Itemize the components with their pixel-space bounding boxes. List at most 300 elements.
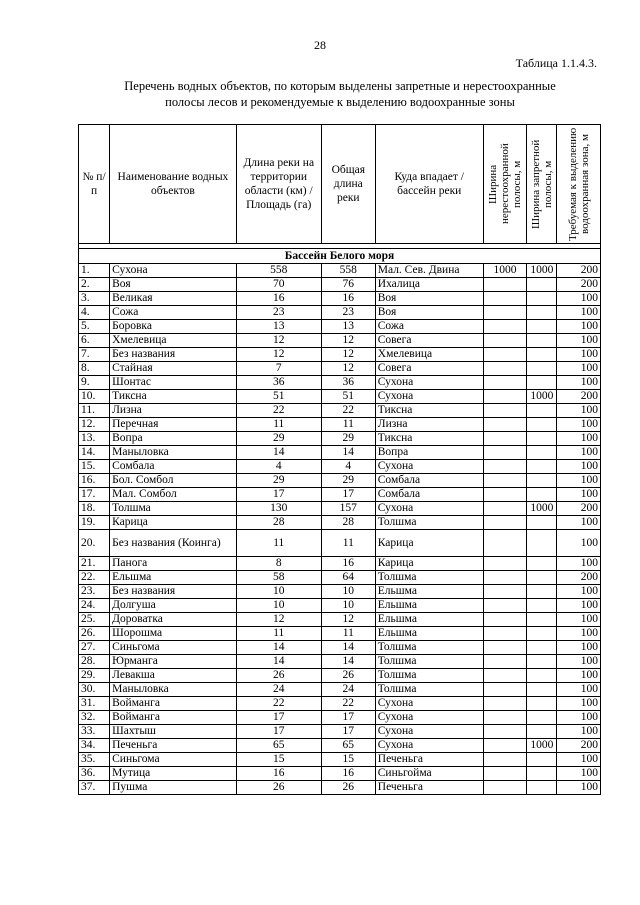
row-total: 29 [321, 432, 375, 446]
row-name: Печеньга [110, 739, 237, 753]
row-restricted-width: 1000 [527, 264, 557, 278]
row-total: 12 [321, 334, 375, 348]
row-restricted-width [527, 697, 557, 711]
row-spawning-width [483, 655, 527, 669]
row-total: 10 [321, 599, 375, 613]
row-flows-into: Сожа [375, 320, 483, 334]
row-spawning-width [483, 641, 527, 655]
row-restricted-width: 1000 [527, 739, 557, 753]
header-row [79, 125, 601, 244]
row-flows-into: Сухона [375, 739, 483, 753]
row-name: Стайная [110, 362, 237, 376]
table-row [79, 711, 601, 725]
row-restricted-width [527, 767, 557, 781]
row-required-width: 100 [557, 767, 601, 781]
row-total: 23 [321, 306, 375, 320]
row-restricted-width [527, 781, 557, 795]
row-restricted-width [527, 585, 557, 599]
row-number: 24. [79, 599, 110, 613]
row-required-width: 200 [557, 502, 601, 516]
table-row [79, 516, 601, 530]
row-spawning-width [483, 376, 527, 390]
row-length: 24 [236, 683, 321, 697]
row-spawning-width [483, 390, 527, 404]
row-number: 6. [79, 334, 110, 348]
row-restricted-width [527, 474, 557, 488]
row-length: 65 [236, 739, 321, 753]
row-restricted-width: 1000 [527, 390, 557, 404]
table-row [79, 571, 601, 585]
table-row [79, 418, 601, 432]
header-length: Длина реки на территории области (км) / Площадь (га) [236, 125, 321, 244]
row-total: 22 [321, 697, 375, 711]
row-total: 12 [321, 362, 375, 376]
page-number: 28 [314, 38, 326, 52]
row-name: Тиксна [110, 390, 237, 404]
row-name: Толшма [110, 502, 237, 516]
row-total: 17 [321, 488, 375, 502]
row-restricted-width [527, 348, 557, 362]
table-row [79, 404, 601, 418]
row-number: 11. [79, 404, 110, 418]
row-name: Маныловка [110, 683, 237, 697]
row-length: 12 [236, 348, 321, 362]
table-row [79, 488, 601, 502]
row-required-width: 100 [557, 599, 601, 613]
row-total: 26 [321, 781, 375, 795]
row-length: 17 [236, 725, 321, 739]
row-number: 8. [79, 362, 110, 376]
row-restricted-width [527, 516, 557, 530]
table-row [79, 627, 601, 641]
row-required-width: 100 [557, 627, 601, 641]
row-total: 15 [321, 753, 375, 767]
row-name: Синьгома [110, 641, 237, 655]
row-total: 14 [321, 641, 375, 655]
row-restricted-width [527, 725, 557, 739]
row-flows-into: Вопра [375, 446, 483, 460]
table-row [79, 474, 601, 488]
row-required-width: 100 [557, 474, 601, 488]
row-required-width: 100 [557, 376, 601, 390]
row-number: 19. [79, 516, 110, 530]
row-required-width: 100 [557, 697, 601, 711]
table-row [79, 334, 601, 348]
row-flows-into: Сухона [375, 376, 483, 390]
row-name: Левакша [110, 669, 237, 683]
row-flows-into: Ельшма [375, 613, 483, 627]
row-name: Маныловка [110, 446, 237, 460]
row-length: 28 [236, 516, 321, 530]
table-row [79, 432, 601, 446]
row-spawning-width [483, 292, 527, 306]
row-number: 36. [79, 767, 110, 781]
row-spawning-width: 1000 [483, 264, 527, 278]
row-name: Воймангa [110, 711, 237, 725]
row-length: 23 [236, 306, 321, 320]
row-spawning-width [483, 557, 527, 571]
row-flows-into: Толшма [375, 683, 483, 697]
row-length: 10 [236, 599, 321, 613]
row-length: 10 [236, 585, 321, 599]
table-row [79, 390, 601, 404]
row-number: 20. [79, 530, 110, 557]
row-number: 25. [79, 613, 110, 627]
row-number: 30. [79, 683, 110, 697]
row-flows-into: Сухона [375, 390, 483, 404]
row-length: 12 [236, 334, 321, 348]
row-length: 4 [236, 460, 321, 474]
row-number: 4. [79, 306, 110, 320]
row-flows-into: Хмелевица [375, 348, 483, 362]
row-length: 16 [236, 292, 321, 306]
row-spawning-width [483, 683, 527, 697]
row-name: Сомбала [110, 460, 237, 474]
row-length: 36 [236, 376, 321, 390]
row-length: 11 [236, 627, 321, 641]
row-required-width: 100 [557, 404, 601, 418]
row-flows-into: Воя [375, 292, 483, 306]
row-number: 27. [79, 641, 110, 655]
row-flows-into: Толшма [375, 571, 483, 585]
row-spawning-width [483, 502, 527, 516]
row-name: Лизна [110, 404, 237, 418]
row-name: Боровка [110, 320, 237, 334]
row-length: 26 [236, 669, 321, 683]
table-row [79, 725, 601, 739]
row-required-width: 100 [557, 488, 601, 502]
row-restricted-width [527, 334, 557, 348]
row-restricted-width [527, 306, 557, 320]
row-total: 16 [321, 557, 375, 571]
row-restricted-width [527, 599, 557, 613]
row-total: 12 [321, 348, 375, 362]
row-flows-into: Лизна [375, 418, 483, 432]
row-required-width: 100 [557, 516, 601, 530]
row-name: Долгуша [110, 599, 237, 613]
row-total: 76 [321, 278, 375, 292]
row-number: 17. [79, 488, 110, 502]
table-row [79, 669, 601, 683]
table-row [79, 306, 601, 320]
table-row [79, 697, 601, 711]
row-required-width: 100 [557, 683, 601, 697]
row-restricted-width [527, 669, 557, 683]
section-title: Бассейн Белого моря [79, 249, 601, 264]
row-restricted-width [527, 571, 557, 585]
row-name: Шонтас [110, 376, 237, 390]
row-spawning-width [483, 627, 527, 641]
row-required-width: 100 [557, 530, 601, 557]
row-flows-into: Сухона [375, 711, 483, 725]
row-length: 14 [236, 641, 321, 655]
row-number: 1. [79, 264, 110, 278]
table-row [79, 376, 601, 390]
row-flows-into: Печеньга [375, 753, 483, 767]
row-name: Воймангa [110, 697, 237, 711]
row-flows-into: Совега [375, 334, 483, 348]
row-flows-into: Синьгойма [375, 767, 483, 781]
row-flows-into: Воя [375, 306, 483, 320]
table-row [79, 446, 601, 460]
row-spawning-width [483, 418, 527, 432]
row-required-width: 200 [557, 278, 601, 292]
row-required-width: 200 [557, 264, 601, 278]
row-total: 14 [321, 446, 375, 460]
row-total: 26 [321, 669, 375, 683]
row-flows-into: Сухона [375, 697, 483, 711]
row-spawning-width [483, 599, 527, 613]
row-number: 23. [79, 585, 110, 599]
row-name: Бол. Сомбол [110, 474, 237, 488]
row-number: 5. [79, 320, 110, 334]
row-restricted-width [527, 488, 557, 502]
table-row [79, 585, 601, 599]
row-total: 13 [321, 320, 375, 334]
row-number: 13. [79, 432, 110, 446]
table-row [79, 292, 601, 306]
row-length: 29 [236, 432, 321, 446]
row-name: Перечная [110, 418, 237, 432]
row-restricted-width [527, 530, 557, 557]
row-total: 157 [321, 502, 375, 516]
row-number: 29. [79, 669, 110, 683]
row-number: 37. [79, 781, 110, 795]
header-restricted-width: Ширина запретной полосы, м [527, 125, 557, 244]
row-required-width: 100 [557, 753, 601, 767]
row-flows-into: Сухона [375, 460, 483, 474]
row-length: 130 [236, 502, 321, 516]
row-name: Шорошма [110, 627, 237, 641]
row-number: 21. [79, 557, 110, 571]
row-number: 7. [79, 348, 110, 362]
row-name: Ельшма [110, 571, 237, 585]
row-number: 10. [79, 390, 110, 404]
row-flows-into: Толшма [375, 516, 483, 530]
row-name: Мутица [110, 767, 237, 781]
row-flows-into: Карица [375, 530, 483, 557]
row-spawning-width [483, 460, 527, 474]
row-number: 22. [79, 571, 110, 585]
table-row [79, 557, 601, 571]
row-length: 70 [236, 278, 321, 292]
row-required-width: 100 [557, 725, 601, 739]
water-bodies-table [78, 124, 601, 795]
row-flows-into: Совега [375, 362, 483, 376]
row-spawning-width [483, 446, 527, 460]
row-total: 36 [321, 376, 375, 390]
table-row [79, 739, 601, 753]
row-required-width: 100 [557, 613, 601, 627]
row-name: Юрманга [110, 655, 237, 669]
row-spawning-width [483, 278, 527, 292]
row-name: Сожа [110, 306, 237, 320]
row-total: 22 [321, 404, 375, 418]
row-number: 18. [79, 502, 110, 516]
row-length: 16 [236, 767, 321, 781]
row-flows-into: Тиксна [375, 432, 483, 446]
row-length: 15 [236, 753, 321, 767]
row-flows-into: Сухона [375, 725, 483, 739]
row-required-width: 100 [557, 669, 601, 683]
row-required-width: 100 [557, 585, 601, 599]
title-line-2: полосы лесов и рекомендуемые к выделению водоохранные зоны [165, 95, 515, 109]
table-row [79, 278, 601, 292]
row-spawning-width [483, 767, 527, 781]
row-flows-into: Тиксна [375, 404, 483, 418]
row-total: 11 [321, 530, 375, 557]
row-number: 28. [79, 655, 110, 669]
row-length: 14 [236, 655, 321, 669]
row-restricted-width [527, 711, 557, 725]
row-required-width: 200 [557, 571, 601, 585]
row-spawning-width [483, 530, 527, 557]
row-length: 8 [236, 557, 321, 571]
row-number: 15. [79, 460, 110, 474]
row-name: Без названия [110, 348, 237, 362]
row-spawning-width [483, 320, 527, 334]
table-row [79, 683, 601, 697]
row-spawning-width [483, 516, 527, 530]
row-required-width: 100 [557, 432, 601, 446]
row-spawning-width [483, 306, 527, 320]
row-length: 22 [236, 697, 321, 711]
row-total: 29 [321, 474, 375, 488]
row-spawning-width [483, 697, 527, 711]
table-row [79, 362, 601, 376]
row-name: Мал. Сомбол [110, 488, 237, 502]
row-name: Синьгома [110, 753, 237, 767]
row-spawning-width [483, 711, 527, 725]
header-spawning-width: Ширина нерестоохранной полосы, м [483, 125, 527, 244]
row-flows-into: Ельшма [375, 599, 483, 613]
row-number: 33. [79, 725, 110, 739]
row-name: Панога [110, 557, 237, 571]
row-number: 14. [79, 446, 110, 460]
row-flows-into: Ельшма [375, 627, 483, 641]
row-required-width: 200 [557, 390, 601, 404]
row-spawning-width [483, 571, 527, 585]
table-label: Таблица 1.1.4.3. [515, 56, 597, 70]
row-flows-into: Сомбала [375, 474, 483, 488]
row-spawning-width [483, 432, 527, 446]
row-name: Дороватка [110, 613, 237, 627]
row-required-width: 200 [557, 739, 601, 753]
row-required-width: 100 [557, 362, 601, 376]
row-required-width: 100 [557, 334, 601, 348]
header-name: Наименование водных объектов [110, 125, 237, 244]
row-spawning-width [483, 334, 527, 348]
row-length: 11 [236, 418, 321, 432]
row-total: 4 [321, 460, 375, 474]
row-number: 32. [79, 711, 110, 725]
row-number: 16. [79, 474, 110, 488]
row-flows-into: Толшма [375, 641, 483, 655]
row-name: Шахтыш [110, 725, 237, 739]
row-total: 17 [321, 725, 375, 739]
row-name: Великая [110, 292, 237, 306]
table-row [79, 613, 601, 627]
table-title [60, 78, 620, 110]
row-spawning-width [483, 474, 527, 488]
row-number: 35. [79, 753, 110, 767]
row-restricted-width [527, 432, 557, 446]
row-required-width: 100 [557, 292, 601, 306]
table-row [79, 348, 601, 362]
row-restricted-width: 1000 [527, 502, 557, 516]
row-required-width: 100 [557, 320, 601, 334]
table-row [79, 264, 601, 278]
row-spawning-width [483, 348, 527, 362]
row-length: 58 [236, 571, 321, 585]
row-flows-into: Мал. Сев. Двина [375, 264, 483, 278]
row-number: 9. [79, 376, 110, 390]
row-total: 14 [321, 655, 375, 669]
row-name: Без названия [110, 585, 237, 599]
section-row [79, 249, 601, 264]
row-restricted-width [527, 320, 557, 334]
row-spawning-width [483, 404, 527, 418]
row-spawning-width [483, 669, 527, 683]
row-total: 17 [321, 711, 375, 725]
row-length: 11 [236, 530, 321, 557]
row-total: 16 [321, 292, 375, 306]
row-restricted-width [527, 278, 557, 292]
row-spawning-width [483, 753, 527, 767]
row-restricted-width [527, 292, 557, 306]
row-restricted-width [527, 641, 557, 655]
row-total: 16 [321, 767, 375, 781]
table-row [79, 460, 601, 474]
row-number: 3. [79, 292, 110, 306]
header-flows-into: Куда впадает / бассейн реки [375, 125, 483, 244]
row-restricted-width [527, 613, 557, 627]
row-restricted-width [527, 446, 557, 460]
row-number: 31. [79, 697, 110, 711]
row-required-width: 100 [557, 781, 601, 795]
table-row [79, 641, 601, 655]
title-line-1: Перечень водных объектов, по которым выделены запретные и нерестоохранные [124, 79, 556, 93]
header-total: Общая длина реки [321, 125, 375, 244]
row-length: 14 [236, 446, 321, 460]
row-length: 17 [236, 711, 321, 725]
row-restricted-width [527, 753, 557, 767]
row-required-width: 100 [557, 460, 601, 474]
row-spawning-width [483, 781, 527, 795]
table-row [79, 781, 601, 795]
row-restricted-width [527, 460, 557, 474]
row-total: 10 [321, 585, 375, 599]
row-required-width: 100 [557, 418, 601, 432]
row-restricted-width [527, 557, 557, 571]
row-total: 64 [321, 571, 375, 585]
row-required-width: 100 [557, 641, 601, 655]
row-restricted-width [527, 418, 557, 432]
row-restricted-width [527, 362, 557, 376]
row-spawning-width [483, 613, 527, 627]
row-total: 28 [321, 516, 375, 530]
row-restricted-width [527, 655, 557, 669]
row-spawning-width [483, 585, 527, 599]
row-required-width: 100 [557, 446, 601, 460]
row-number: 26. [79, 627, 110, 641]
table-row [79, 753, 601, 767]
row-flows-into: Сухона [375, 502, 483, 516]
row-total: 24 [321, 683, 375, 697]
header-required-width: Требуемая к выделению водоохранная зона, м [557, 125, 601, 244]
row-flows-into: Ихалица [375, 278, 483, 292]
row-length: 22 [236, 404, 321, 418]
